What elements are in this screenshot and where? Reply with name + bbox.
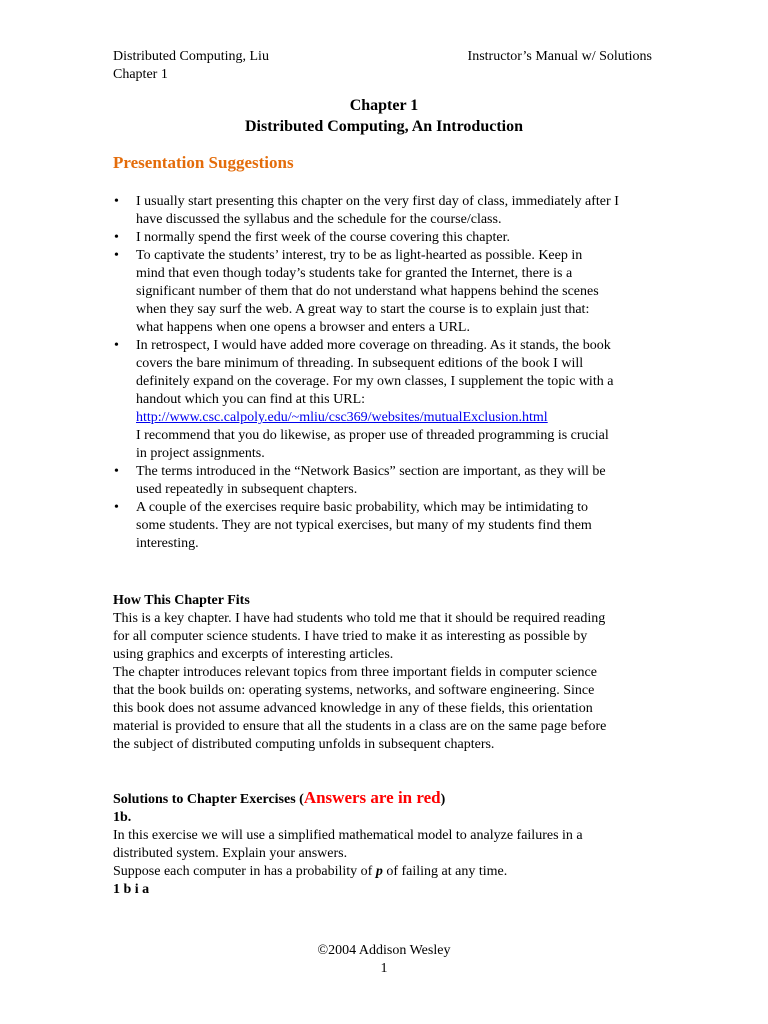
fits-line: the subject of distributed computing unfolds in subsequent chapters. [113,737,495,752]
page-footer [0,942,768,978]
header-chapter: Chapter 1 [113,67,168,82]
exercise-label: 1b. [113,810,132,825]
bullet-icon: • [114,338,119,353]
bullet-icon: • [114,500,119,515]
bullet-icon: • [114,230,119,245]
answers-note: Answers are in red [303,788,441,807]
chapter-title [0,95,768,137]
chapter-number: Chapter 1 [349,97,419,114]
bullet-line: handout which you can find at this URL: [136,392,366,407]
bullet-line: when they say surf the web. A great way to start the course is to explain just that: [136,302,590,317]
running-header-left [113,48,269,84]
solutions-heading [113,789,661,809]
bullet-line: covers the bare minimum of threading. In subsequent editions of the book I will [136,356,584,371]
fits-line: this book does not assume advanced knowledge in any of these fields, this orientation [113,701,593,716]
fits-line: that the book builds on: operating systems, networks, and software engineering. Since [113,683,595,698]
bullet-item [113,463,661,499]
chapter-name: Distributed Computing, An Introduction [245,118,523,135]
bullet-item [113,499,661,553]
fits-line: This is a key chapter. I have had students who told me that it should be required reading [113,611,606,626]
bullet-item [113,193,661,229]
chapter-fits-section [113,592,661,754]
bullet-line: in project assignments. [136,446,265,461]
exercise-line: In this exercise we will use a simplified mathematical model to analyze failures in a [113,828,583,843]
solutions-section [113,789,661,899]
probability-variable: p [375,864,383,879]
sub-item-label: 1 b i a [113,882,150,897]
bullet-icon: • [114,464,119,479]
presentation-bullet-list [113,193,661,553]
bullet-line: significant number of them that do not understand what happens behind the scenes [136,284,599,299]
bullet-item [113,247,661,337]
bullet-line: definitely expand on the coverage. For my own classes, I supplement the topic with a [136,374,614,389]
bullet-icon: • [114,194,119,209]
mutual-exclusion-link[interactable]: http://www.csc.calpoly.edu/~mliu/csc369/websites/mutualExclusion.html [136,410,548,425]
bullet-line: interesting. [136,536,199,551]
bullet-line: I recommend that you do likewise, as proper use of threaded programming is crucial [136,428,609,443]
header-book-title: Distributed Computing, Liu [113,49,269,64]
page-number: 1 [380,961,388,976]
bullet-line: what happens when one opens a browser and enters a URL. [136,320,470,335]
fits-line: for all computer science students. I have tried to make it as interesting as possible by [113,629,588,644]
bullet-item [113,229,661,247]
bullet-item [113,337,661,463]
solutions-heading-close: ) [440,792,446,807]
running-header-right: Instructor’s Manual w/ Solutions [467,49,652,64]
fits-line: The chapter introduces relevant topics from three important fields in computer science [113,665,597,680]
bullet-line: In retrospect, I would have added more coverage on threading. As it stands, the book [136,338,611,353]
solutions-heading-text: Solutions to Chapter Exercises ( [113,792,304,807]
bullet-icon: • [114,248,119,263]
fits-line: using graphics and excerpts of interesting articles. [113,647,394,662]
bullet-line: have discussed the syllabus and the schedule for the course/class. [136,212,502,227]
bullet-line: some students. They are not typical exercises, but many of my students find them [136,518,592,533]
bullet-line: used repeatedly in subsequent chapters. [136,482,358,497]
exercise-line: distributed system. Explain your answers. [113,846,348,861]
bullet-line: I normally spend the first week of the course covering this chapter. [136,230,510,245]
bullet-line: A couple of the exercises require basic probability, which may be intimidating to [136,500,589,515]
bullet-line: The terms introduced in the “Network Basics” section are important, as they will be [136,464,606,479]
bullet-line: I usually start presenting this chapter on the very first day of class, immediately after I [136,194,619,209]
fits-heading: How This Chapter Fits [113,593,250,608]
probability-prefix: Suppose each computer in has a probability of [113,864,376,879]
fits-line: material is provided to ensure that all the students in a class are on the same page before [113,719,607,734]
bullet-line: To captivate the students’ interest, try to be as light-hearted as possible. Keep in [136,248,583,263]
presentation-heading: Presentation Suggestions [113,153,294,172]
probability-line [113,863,661,881]
copyright-notice: ©2004 Addison Wesley [317,943,451,958]
probability-suffix: of failing at any time. [382,864,508,879]
bullet-line: mind that even though today’s students take for granted the Internet, there is a [136,266,573,281]
